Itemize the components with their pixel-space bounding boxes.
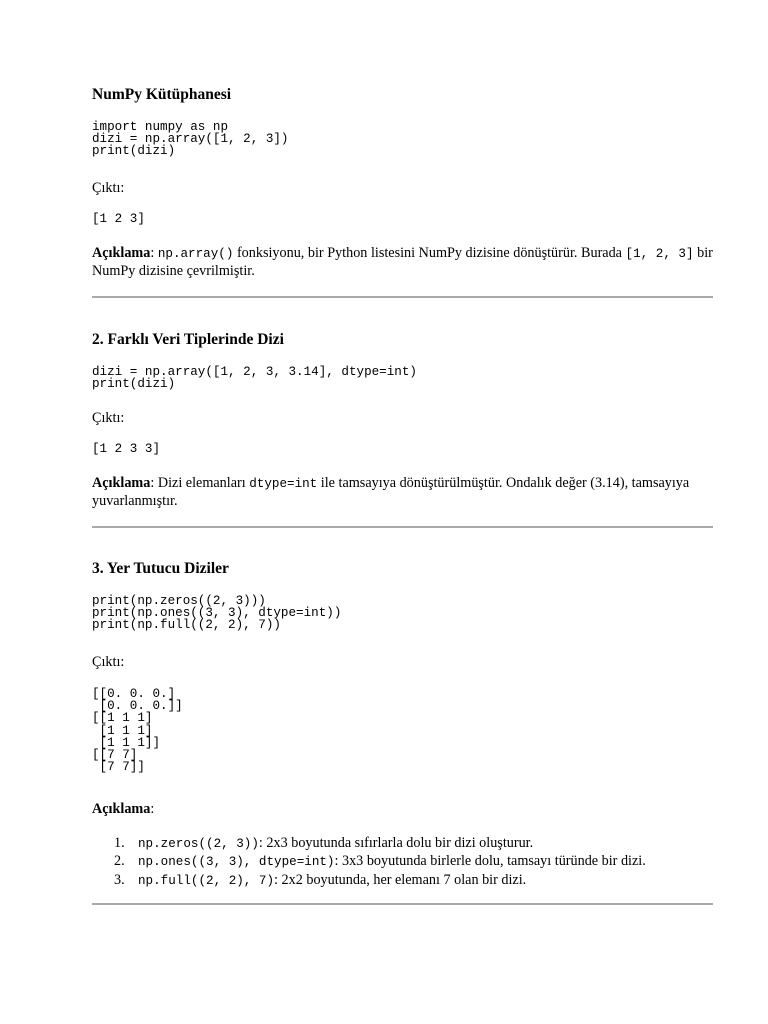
output-block: [1 2 3 3] — [92, 442, 161, 456]
list-item-text: : 2x2 boyutunda, her elemanı 7 olan bir dizi. — [274, 871, 527, 888]
horizontal-rule — [92, 296, 713, 298]
list-number: 2. — [114, 853, 125, 870]
code-block: dizi = np.array([1, 2, 3, 3.14], dtype=int) print(dizi) — [92, 365, 417, 392]
explanation-paragraph — [92, 245, 713, 280]
inline-code: np.full((2, 2), 7) — [138, 873, 275, 888]
explanation-list — [92, 835, 646, 890]
horizontal-rule — [92, 903, 713, 905]
list-item-text: : 2x3 boyutunda sıfırlarla dolu bir dizi oluşturur. — [258, 835, 534, 851]
explanation-colon: : — [150, 475, 158, 491]
code-block: import numpy as np dizi = np.array([1, 2, 3]) print(dizi) — [92, 120, 289, 159]
explanation-paragraph — [92, 475, 713, 510]
explanation-text: bir NumPy dizisine çevrilmiştir. — [92, 245, 713, 279]
list-number: 3. — [114, 871, 125, 888]
inline-code: np.array() — [157, 247, 234, 261]
explanation-text: Dizi elemanları — [157, 475, 250, 491]
list-item-text: : 3x3 boyutunda birlerle dolu, tamsayı türünde bir dizi. — [334, 853, 646, 870]
output-block: [1 2 3] — [92, 212, 145, 226]
code-block: print(np.zeros((2, 3))) print(np.ones((3, 3), dtype=int)) print(np.full((2, 2), 7)) — [92, 594, 342, 633]
list-number: 1. — [114, 835, 125, 851]
list-item — [92, 872, 646, 890]
list-item — [92, 835, 646, 853]
output-label: Çıktı: — [92, 654, 125, 670]
explanation-label: Açıklama — [92, 475, 151, 491]
explanation-paragraph — [92, 801, 713, 818]
explanation-text: ile tamsayıya dönüştürülmüştür. Ondalık değer (3.14), tamsayıya yuvarlanmıştır. — [92, 475, 690, 509]
section-title: 3. Yer Tutucu Diziler — [92, 560, 229, 577]
inline-code: np.ones((3, 3), dtype=int) — [138, 855, 335, 870]
explanation-colon: : — [150, 245, 158, 261]
output-label: Çıktı: — [92, 410, 125, 426]
section-title: NumPy Kütüphanesi — [92, 86, 232, 103]
output-block: [[0. 0. 0.] [0. 0. 0.]] [[1 1 1] [1 1 1] [1 1 1]] [[7 7] [7 7]] — [92, 687, 183, 775]
inline-code: [1, 2, 3] — [625, 247, 694, 261]
inline-code: np.zeros((2, 3)) — [138, 837, 259, 851]
horizontal-rule — [92, 526, 713, 528]
inline-code: dtype=int — [249, 477, 318, 491]
explanation-label: Açıklama — [92, 245, 151, 261]
output-label: Çıktı: — [92, 180, 125, 196]
explanation-colon: : — [150, 801, 155, 817]
list-item — [92, 853, 646, 871]
explanation-label: Açıklama — [92, 801, 151, 817]
section-title: 2. Farklı Veri Tiplerinde Dizi — [92, 331, 284, 348]
explanation-text: fonksiyonu, bir Python listesini NumPy dizisine dönüştürür. Burada — [233, 245, 626, 261]
